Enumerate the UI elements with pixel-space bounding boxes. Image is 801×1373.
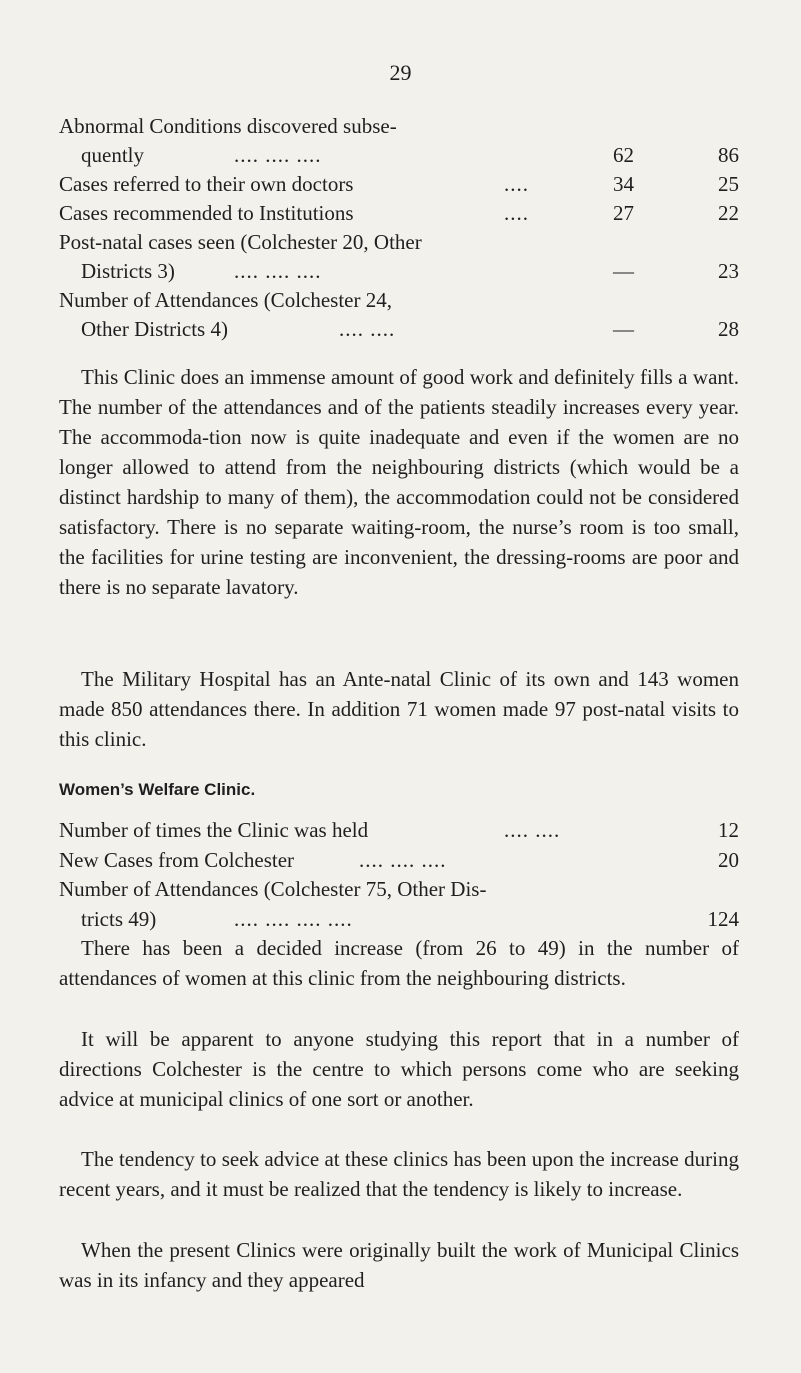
table-row (59, 141, 739, 170)
paragraph-military-hospital: The Military Hospital has an Ante-natal Clinic of its own and 143 women made 850 attendances there. In addition 71 women made 97 post-natal visits to this clinic. (59, 667, 739, 751)
value-col-2: 22 (718, 201, 739, 225)
value-col-1: — (613, 317, 634, 341)
value: 124 (707, 906, 739, 931)
table-row (59, 257, 739, 286)
value-col-1: 34 (613, 172, 634, 196)
value: 20 (718, 847, 739, 872)
value-col-1: — (613, 259, 634, 283)
table-row (59, 112, 739, 141)
value: 12 (718, 818, 739, 842)
table-row (59, 905, 739, 935)
section-heading: Women’s Welfare Clinic. (59, 780, 256, 799)
paragraph-colchester-centre: It will be apparent to anyone studying this report that in a number of directions Colchester is the centre to which persons come who are seeking advice at municipal clinics of one sort or another. (59, 1027, 739, 1111)
table-row (59, 170, 739, 199)
table-row (59, 315, 739, 344)
row-label-continued: tricts 49) (81, 906, 157, 931)
row-label-continued: Districts 3) (81, 259, 175, 283)
table-row (59, 286, 739, 315)
table-row (59, 875, 739, 905)
row-label: Number of Attendances (Colchester 75, Other Dis- (59, 877, 487, 901)
value-col-2: 23 (718, 259, 739, 283)
leader-dots: .... .... (339, 317, 396, 341)
paragraph-present-clinics: When the present Clinics were originally built the work of Municipal Clinics was in its infancy and they appeared (59, 1238, 739, 1292)
leader-dots: .... .... (504, 818, 561, 842)
clinic-statistics-table (59, 112, 739, 344)
row-label: Number of times the Clinic was held (59, 818, 369, 842)
value-col-2: 25 (718, 172, 739, 196)
leader-dots: .... .... .... (234, 259, 322, 283)
row-label: Number of Attendances (Colchester 24, (59, 288, 392, 312)
paragraph-attendance-increase: There has been a decided increase (from 26 to 49) in the number of attendances of women at this clinic from the neighbouring districts. (59, 936, 739, 990)
row-label-continued: quently (81, 143, 144, 167)
welfare-clinic-statistics-table (59, 816, 739, 934)
table-row (59, 228, 739, 257)
page-number: 29 (389, 60, 412, 85)
leader-dots: .... .... .... (234, 143, 322, 167)
leader-dots: .... .... .... (359, 847, 447, 872)
row-label: Cases referred to their own doctors (59, 172, 354, 196)
value-col-2: 28 (718, 317, 739, 341)
value-col-1: 27 (613, 201, 634, 225)
row-label: Abnormal Conditions discovered subse- (59, 114, 397, 138)
paragraph-tendency: The tendency to seek advice at these clinics has been upon the increase during recent years, and it must be realized that the tendency is likely to increase. (59, 1147, 739, 1201)
leader-dots: .... .... .... .... (234, 906, 353, 931)
leader-dots: .... (504, 172, 529, 196)
table-row (59, 816, 739, 846)
leader-dots: .... (504, 201, 529, 225)
row-label: New Cases from Colchester (59, 847, 295, 872)
row-label: Post-natal cases seen (Colchester 20, Other (59, 230, 422, 254)
paragraph-clinic-accommodation: This Clinic does an immense amount of good work and definitely fills a want. The number of the attendances and of the patients steadily increases every year. The accommoda-tion now is quite inadequate and even if the women are no longer allowed to attend from the neighbouring districts (which would be a distinct hardship to many of them), the accommodation could not be considered satisfactory. There is no separate waiting-room, the nurse’s room is too small, the facilities for urine testing are inconvenient, the dressing-rooms are poor and there is no separate lavatory. (59, 365, 739, 599)
table-row (59, 199, 739, 228)
value-col-2: 86 (718, 143, 739, 167)
row-label-continued: Other Districts 4) (81, 317, 228, 341)
row-label: Cases recommended to Institutions (59, 201, 354, 225)
value-col-1: 62 (613, 143, 634, 167)
table-row (59, 846, 739, 876)
